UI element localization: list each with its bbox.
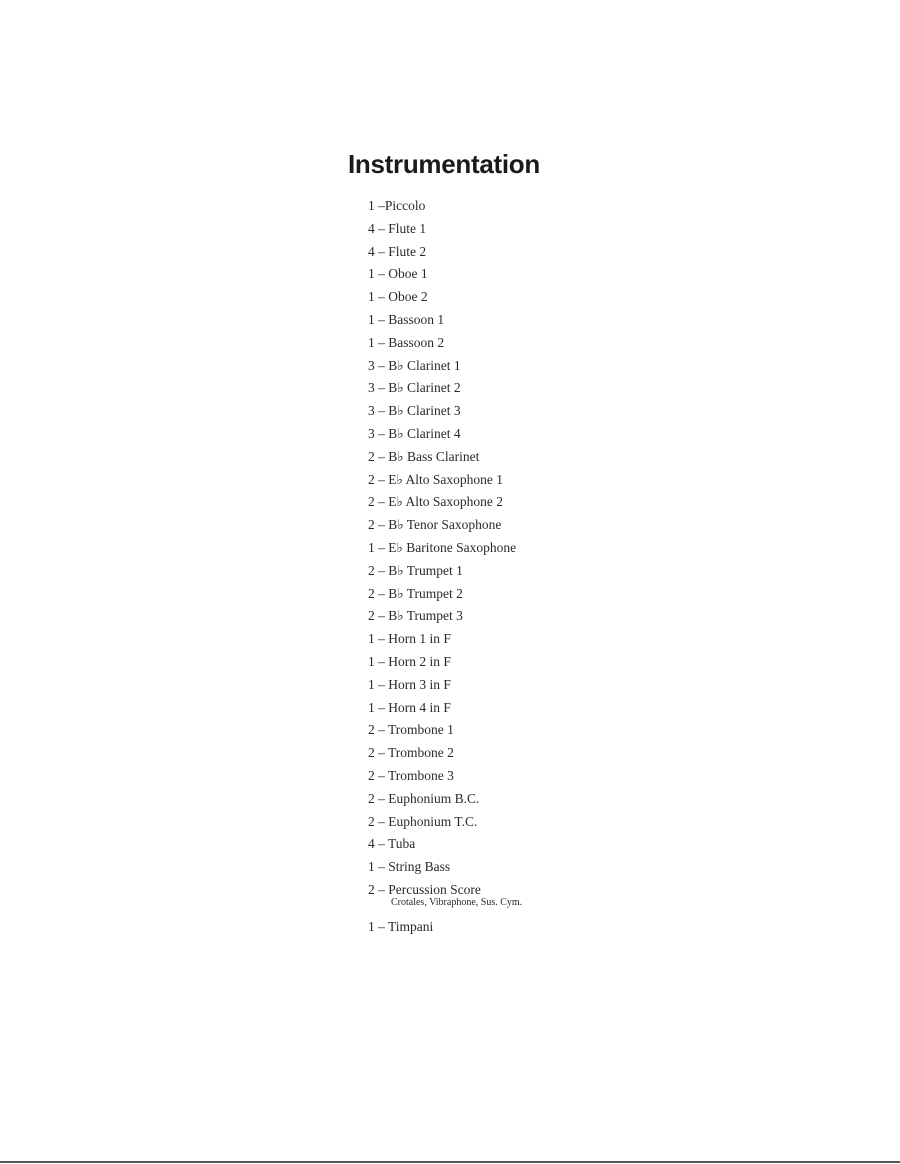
instrument-item xyxy=(368,584,522,607)
instrument-label: 1 – Timpani xyxy=(368,918,434,934)
instrument-label: 2 – Trombone 3 xyxy=(368,767,454,783)
instrument-item xyxy=(368,538,522,561)
instrument-label: 2 – B♭ Trumpet 1 xyxy=(368,562,463,578)
instrument-item xyxy=(368,196,522,219)
instrument-label: 1 – Oboe 2 xyxy=(368,289,428,305)
instrument-item xyxy=(368,675,522,698)
instrument-item xyxy=(368,606,522,629)
instrument-label: 2 – E♭ Alto Saxophone 2 xyxy=(368,494,503,510)
instrument-item xyxy=(368,917,522,940)
instrument-item xyxy=(368,424,522,447)
instrument-label: 2 – B♭ Trumpet 3 xyxy=(368,608,463,624)
instrument-label: 3 – B♭ Clarinet 2 xyxy=(368,380,461,396)
instrument-label: 1 – Bassoon 2 xyxy=(368,334,445,350)
instrument-label: 3 – B♭ Clarinet 3 xyxy=(368,403,461,419)
instrument-label: 2 – Euphonium T.C. xyxy=(368,813,478,829)
instrument-item xyxy=(368,264,522,287)
instrument-label: 2 – Euphonium B.C. xyxy=(368,790,480,806)
page-title: Instrumentation xyxy=(348,149,540,179)
instrument-label: 3 – B♭ Clarinet 1 xyxy=(368,357,461,373)
instrument-label: 2 – B♭ Bass Clarinet xyxy=(368,448,480,464)
instrument-item xyxy=(368,789,522,812)
instrument-item xyxy=(368,310,522,333)
instrument-label: 2 – E♭ Alto Saxophone 1 xyxy=(368,471,503,487)
instrument-label: 1 – Horn 4 in F xyxy=(368,699,451,715)
instrument-label: 2 – B♭ Tenor Saxophone xyxy=(368,517,502,533)
instrument-item xyxy=(368,720,522,743)
instrument-item xyxy=(368,834,522,857)
instrument-label: 4 – Flute 2 xyxy=(368,243,427,259)
instrument-item xyxy=(368,561,522,584)
instrument-item xyxy=(368,766,522,789)
instrument-item xyxy=(368,652,522,675)
instrument-item xyxy=(368,492,522,515)
instrument-item xyxy=(368,812,522,835)
instrument-label: 1 –Piccolo xyxy=(368,198,426,213)
instrument-list xyxy=(368,196,522,940)
instrument-label: 1 – Horn 2 in F xyxy=(368,653,451,669)
instrument-item xyxy=(368,470,522,493)
instrument-label: 2 – Percussion Score xyxy=(368,881,481,897)
instrument-label: 2 – B♭ Trumpet 2 xyxy=(368,585,463,601)
page-bottom-rule xyxy=(0,1161,900,1163)
instrument-label: 2 – Trombone 2 xyxy=(368,745,454,761)
instrument-label: 1 – Horn 3 in F xyxy=(368,676,451,692)
instrument-label: 1 – E♭ Baritone Saxophone xyxy=(368,539,517,555)
instrument-item xyxy=(368,401,522,424)
instrument-item xyxy=(368,515,522,538)
instrument-label: 4 – Flute 1 xyxy=(368,220,427,236)
instrument-item xyxy=(368,356,522,379)
instrument-label: 1 – Oboe 1 xyxy=(368,266,428,282)
instrument-label: 1 – Horn 1 in F xyxy=(368,631,451,647)
instrument-item xyxy=(368,857,522,880)
instrument-label: 4 – Tuba xyxy=(368,836,416,852)
instrument-item xyxy=(368,219,522,242)
instrument-label: 1 – String Bass xyxy=(368,859,451,875)
instrument-item xyxy=(368,880,522,917)
instrument-label: 1 – Bassoon 1 xyxy=(368,311,445,327)
instrument-item xyxy=(368,378,522,401)
instrument-item xyxy=(368,333,522,356)
instrument-note: Crotales, Vibraphone, Sus. Cym. xyxy=(391,896,523,908)
instrument-label: 2 – Trombone 1 xyxy=(368,722,454,738)
instrument-item xyxy=(368,242,522,265)
instrument-item xyxy=(368,287,522,310)
instrument-label: 3 – B♭ Clarinet 4 xyxy=(368,425,461,441)
instrument-item xyxy=(368,447,522,470)
instrument-item xyxy=(368,698,522,721)
instrument-item xyxy=(368,629,522,652)
instrument-item xyxy=(368,743,522,766)
